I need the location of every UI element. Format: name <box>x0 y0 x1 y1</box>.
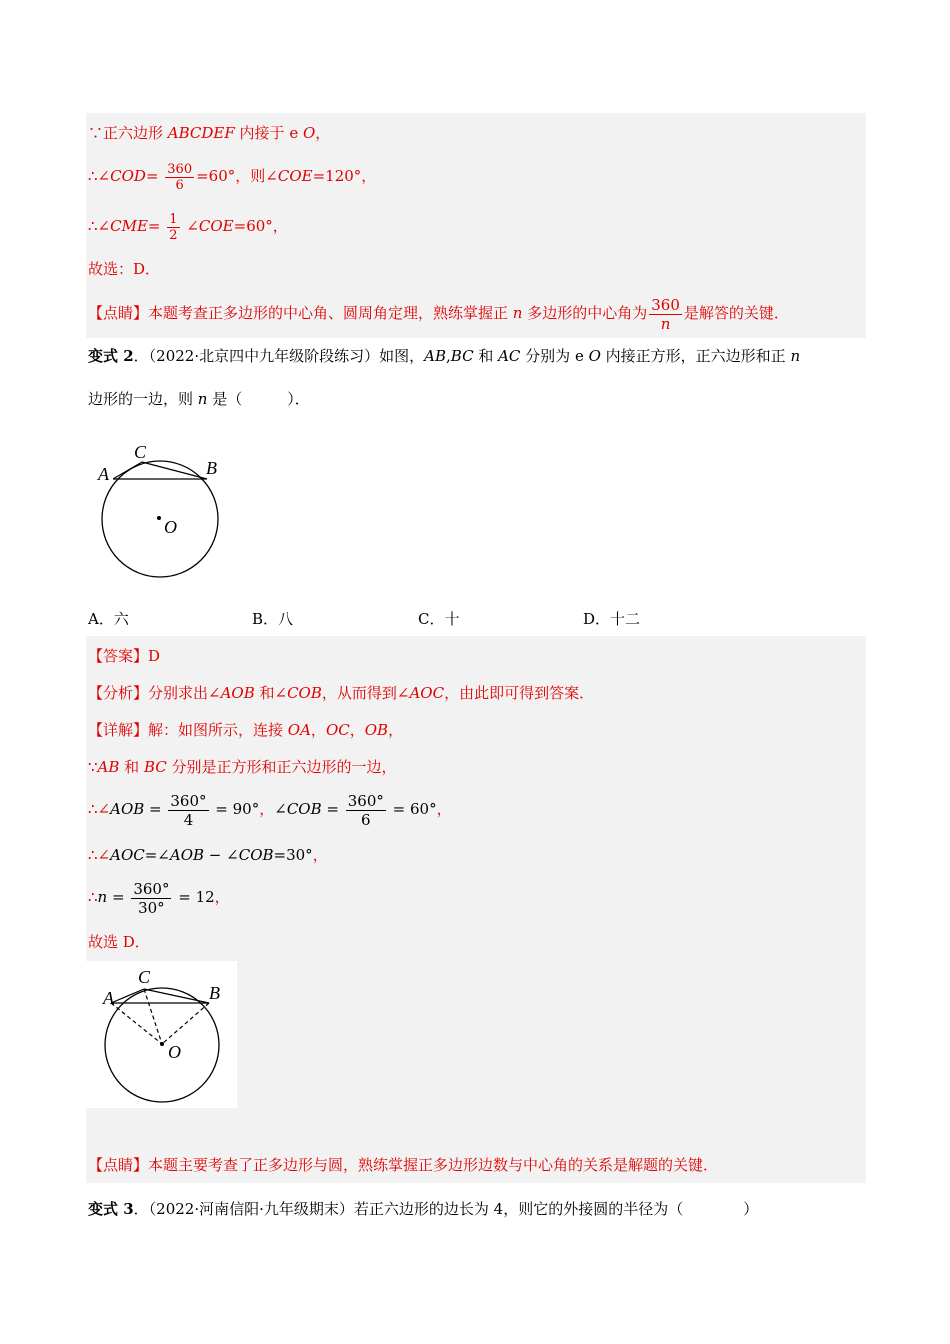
sol1-line-2: ∴∠COD= $\frac{360}{6}$ =60°，则∠COE=120°， <box>88 161 377 193</box>
question-2-line-2: 边形的一边，则 n 是（ ）． <box>88 390 310 408</box>
sol1-note: 【点睛】本题考查正多边形的中心角、圆周角定理，熟练掌握正 n 多边形的中心角为 $\frac{360}{n}$ 是解答的关键． <box>88 295 789 333</box>
circle-figure-2 <box>86 961 237 1108</box>
question-3: 变式 3．（2022·河南信阳·九年级期末）若正六边形的边长为 4，则它的外接圆的半径为（ ） <box>88 1200 759 1218</box>
choose-line: 故选 D． <box>88 933 150 951</box>
circle-figure-1 <box>92 440 232 585</box>
center-point <box>160 1042 164 1046</box>
chord-bc <box>144 989 209 1003</box>
chord-ac <box>113 462 142 479</box>
option-b[interactable]: B．八 <box>252 610 294 628</box>
option-d[interactable]: D．十二 <box>583 610 641 628</box>
answer-line: 【答案】D <box>88 647 161 665</box>
option-a[interactable]: A．六 <box>88 610 129 628</box>
label-b: B <box>206 458 217 478</box>
label-b: B <box>209 983 220 1003</box>
chord-bc <box>142 462 207 479</box>
label-a: A <box>98 464 109 484</box>
equation-line-1: ∴∠AOB = $\frac{360^\circ}{4}$ = 90°，∠COB = $\frac{360^\circ}{6}$ = 60°， <box>88 791 452 829</box>
radius-oc <box>144 989 162 1044</box>
label-o: O <box>168 1042 181 1062</box>
label-a: A <box>103 988 114 1008</box>
sol1-line-3: ∴∠CME= $\frac{1}{2}$ ∠COE=60°， <box>88 211 288 243</box>
label-c: C <box>138 967 151 987</box>
question-2-line-1: 变式 2．（2022·北京四中九年级阶段练习）如图，AB,BC 和 AC 分别为 e O 内接正方形，正六边形和正 n <box>88 347 801 365</box>
label-o: O <box>164 517 177 537</box>
center-point <box>157 516 161 520</box>
equation-line-3: ∴n = $\frac{360^\circ}{30^\circ}$ = 12， <box>88 879 230 917</box>
option-c[interactable]: C．十 <box>418 610 460 628</box>
analysis-line: 【分析】分别求出∠AOB 和∠COB，从而得到∠AOC，由此即可得到答案． <box>88 684 595 702</box>
sol2-note: 【点睛】本题主要考查了正多边形与圆，熟练掌握正多边形边数与中心角的关系是解题的关键． <box>88 1156 719 1174</box>
radius-oa <box>111 1003 162 1044</box>
equation-line-2: ∴∠AOC=∠AOB − ∠COB=30°， <box>88 846 328 864</box>
since-line: ∵AB 和 BC 分别是正方形和正六边形的一边， <box>88 758 397 776</box>
sol1-line-1: ∵正六边形 ABCDEF 内接于 e O， <box>88 124 331 142</box>
detail-line: 【详解】解：如图所示，连接 OA，OC，OB， <box>88 721 404 739</box>
label-c: C <box>134 442 147 462</box>
chord-ac <box>111 989 144 1003</box>
sol1-line-4: 故选：D． <box>88 260 161 278</box>
radius-ob <box>162 1003 209 1044</box>
